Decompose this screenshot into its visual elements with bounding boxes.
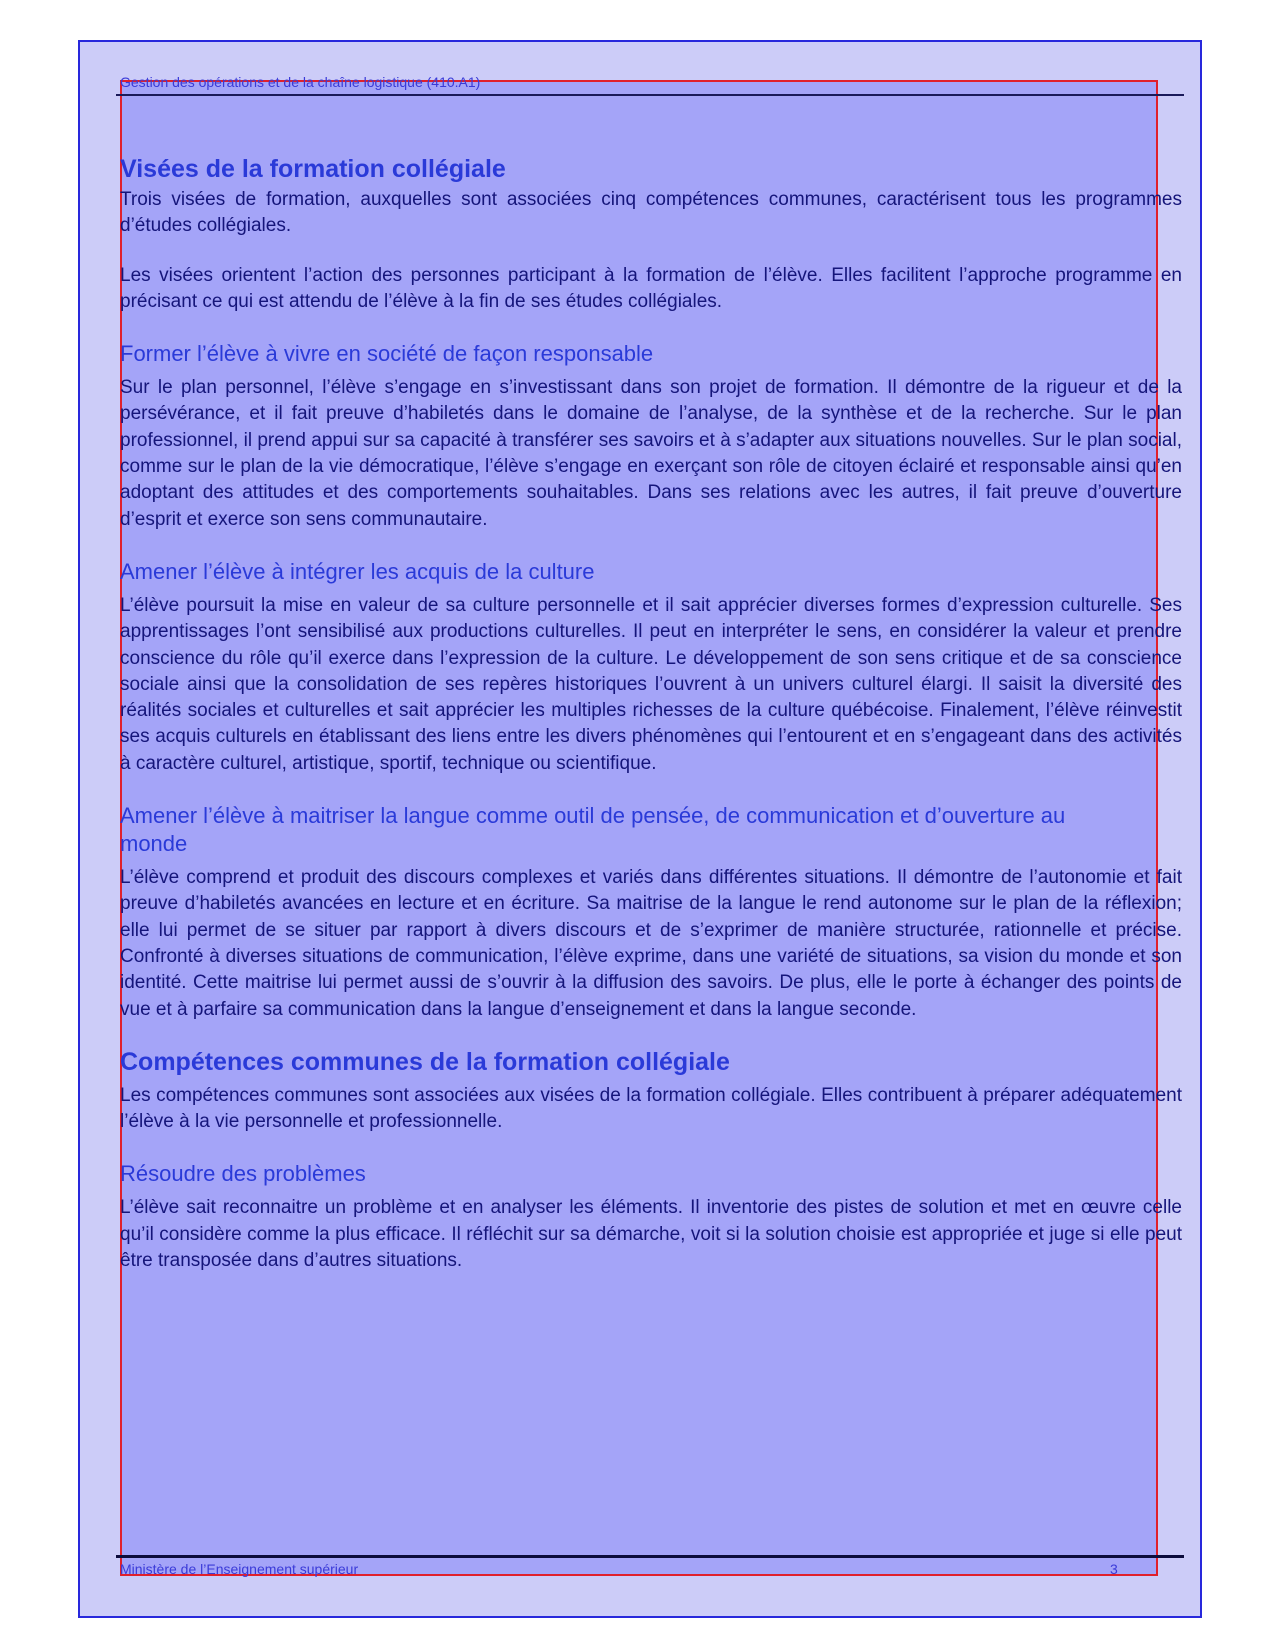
page-number: 3 (1110, 1561, 1118, 1577)
subheading-resoudre-problemes: Résoudre des problèmes (120, 1161, 366, 1187)
section-heading-competences: Compétences communes de la formation collégiale (120, 1047, 730, 1076)
paragraph-intro-2: Les visées orientent l’action des personnes participant à la formation de l’élève. Elles facilitent l’approche programme en précisant ce qui est attendu de l’élève à la fin de ses études collégiales. (120, 264, 1182, 312)
footer-ministry: Ministère de l’Enseignement supérieur (120, 1561, 359, 1577)
paragraph-resoudre-problemes: L’élève sait reconnaitre un problème et en analyser les éléments. Il inventorie des pistes de solution et met en œuvre celle qu’il considère comme la plus efficace. Il réfléchit sur sa démarche, voit si la solution choisie est appropriée et juge si elle peut être transposée dans d’autres situations. (120, 1197, 1182, 1272)
footer-rule (116, 1555, 1184, 1558)
subheading-vivre-en-societe: Former l’élève à vivre en société de façon responsable (120, 341, 654, 367)
header-rule (116, 94, 1184, 96)
section-heading-visees: Visées de la formation collégiale (120, 155, 506, 183)
running-header: Gestion des opérations et de la chaîne logistique (410.A1) (120, 74, 481, 90)
paragraph-culture: L’élève poursuit la mise en valeur de sa culture personnelle et il sait apprécier diverses formes d’expression culturelle. Ses apprentissages l’ont sensibilisé aux productions culturelles. Il peut en interpréter le sens, en considérer la valeur et prendre conscience du rôle qu’il exerce dans l’expression de la culture. Le développement de son sens critique et de sa conscience sociale ainsi que la consolidation de ses repères historiques l’ouvrent à un univers culturel élargi. Il saisit la diversité des réalités sociales et culturelles et sait apprécier les multiples richesses de la culture québécoise. Finalement, l’élève réinvestit ses acquis culturels en établissant des liens entre les divers phénomènes qui l’entourent et en s’engageant dans des activités à caractère culturel, artistique, sportif, technique ou scientifique. (120, 594, 1182, 774)
paragraph-competences-intro: Les compétences communes sont associées aux visées de la formation collégiale. Elles contribuent à préparer adéquatement l’élève à la vie personnelle et professionnelle. (120, 1084, 1182, 1133)
paragraph-vivre-en-societe: Sur le plan personnel, l’élève s’engage en s’investissant dans son projet de formation. Il démontre de la rigueur et de la persévérance, et il fait preuve d’habiletés dans le domaine de l’analyse, de la synthèse et de la recherche. Sur le plan professionnel, il prend appui sur sa capacité à transférer ses savoirs et à s’adapter aux situations nouvelles. Sur le plan social, comme sur le plan de la vie démocratique, l’élève s’engage en exerçant son rôle de citoyen éclairé et responsable ainsi qu’en adoptant des attitudes et des comportements souhaitables. Dans ses relations avec les autres, il fait preuve d’ouverture d’esprit et exerce son sens communautaire. (120, 377, 1182, 530)
paragraph-intro-1: Trois visées de formation, auxquelles sont associées cinq compétences communes, caractérisent tous les programmes d’études collégiales. (120, 189, 1182, 237)
document-body (120, 152, 1182, 1274)
paragraph-langue: L’élève comprend et produit des discours complexes et variés dans différentes situations. Il démontre de l’autonomie et fait preuve d’habiletés avancées en lecture et en écriture. Sa maitrise de la langue le rend autonome sur le plan de la réflexion; elle lui permet de se situer par rapport à divers discours et de s’exprimer de manière structurée, rationnelle et précise. Confronté à diverses situations de communication, l’élève exprime, dans une variété de situations, sa vision du monde et son identité. Cette maitrise lui permet aussi de s’ouvrir à la diffusion des savoirs. De plus, elle le porte à échanger des points de vue et à parfaire sa communication dans la langue d’enseignement et dans la langue seconde. (120, 867, 1182, 1020)
subheading-culture: Amener l’élève à intégrer les acquis de la culture (120, 558, 595, 584)
subheading-langue: Amener l’élève à maitriser la langue comme outil de pensée, de communication et d’ouverture au monde (120, 803, 1066, 857)
